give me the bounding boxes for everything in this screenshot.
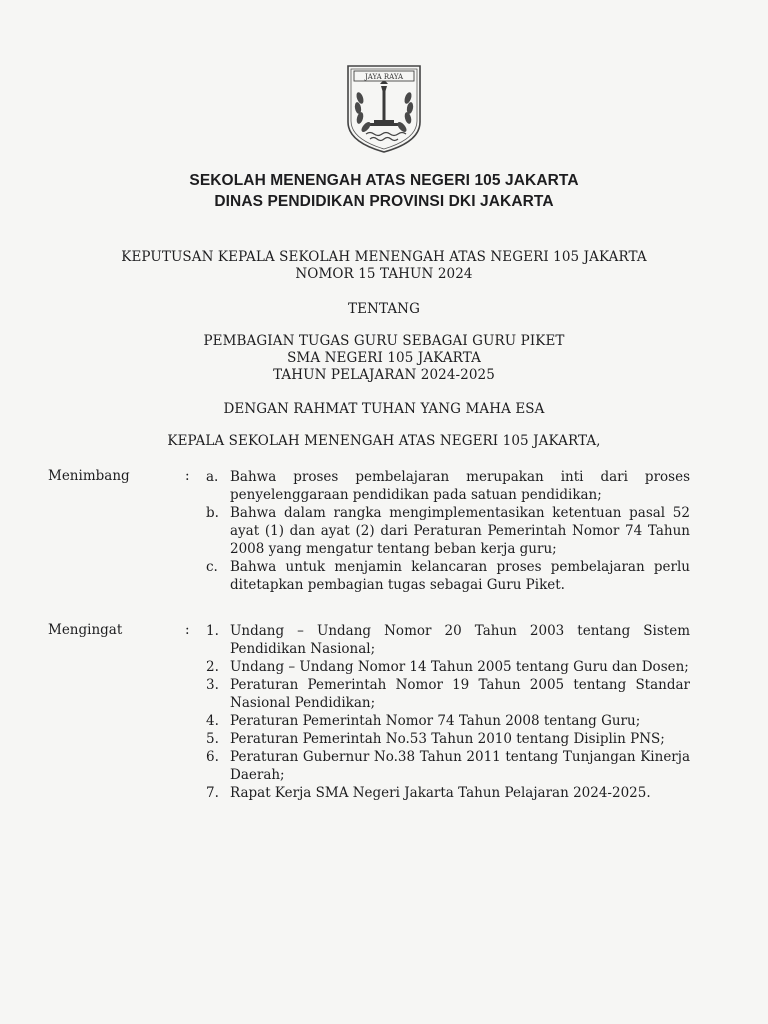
decree-subject-3: TAHUN PELAJARAN 2024-2025 [273, 367, 495, 383]
decree-about: TENTANG [348, 301, 420, 317]
menimbang-list [206, 468, 690, 594]
list-item: 3. Peraturan Pemerintah Nomor 19 Tahun 2005 tentang Standar Nasional Pendidikan; [206, 677, 690, 711]
menimbang-colon: : [185, 468, 190, 484]
list-item: 5. Peraturan Pemerintah No.53 Tahun 2010 tentang Disiplin PNS; [206, 731, 665, 747]
list-item: c. Bahwa untuk menjamin kelancaran proses pembelajaran perlu ditetapkan pembagian tugas sebagai Guru Piket. [206, 559, 690, 593]
department-name: DINAS PENDIDIKAN PROVINSI DKI JAKARTA [214, 193, 554, 210]
list-item: 2. Undang – Undang Nomor 14 Tahun 2005 tentang Guru dan Dosen; [206, 659, 689, 675]
decree-subject-2: SMA NEGERI 105 JAKARTA [287, 350, 481, 366]
list-item: 6. Peraturan Gubernur No.38 Tahun 2011 tentang Tunjangan Kinerja Daerah; [206, 749, 690, 783]
list-item: 7. Rapat Kerja SMA Negeri Jakarta Tahun Pelajaran 2024-2025. [206, 785, 651, 801]
mengingat-colon: : [185, 622, 190, 638]
list-item: 4. Peraturan Pemerintah Nomor 74 Tahun 2008 tentang Guru; [206, 713, 641, 729]
menimbang-label: Menimbang [48, 468, 130, 484]
list-item: a. Bahwa proses pembelajaran merupakan inti dari proses penyelenggaraan pendidikan pada satuan pendidikan; [206, 469, 690, 503]
decree-blessing: DENGAN RAHMAT TUHAN YANG MAHA ESA [223, 401, 545, 417]
decree-title: KEPUTUSAN KEPALA SEKOLAH MENENGAH ATAS NEGERI 105 JAKARTA [121, 249, 647, 265]
decree-number: NOMOR 15 TAHUN 2024 [295, 266, 473, 282]
list-item: 1. Undang – Undang Nomor 20 Tahun 2003 tentang Sistem Pendidikan Nasional; [206, 623, 690, 657]
list-item: b. Bahwa dalam rangka mengimplementasikan ketentuan pasal 52 ayat (1) dan ayat (2) dari Peraturan Pemerintah Nomor 74 Tahun 2008 yang mengatur tentang beban kerja guru; [206, 505, 690, 557]
emblem-motto: JAYA RAYA [364, 73, 404, 81]
school-name: SEKOLAH MENENGAH ATAS NEGERI 105 JAKARTA [189, 172, 579, 189]
decree-authority: KEPALA SEKOLAH MENENGAH ATAS NEGERI 105 JAKARTA, [167, 433, 601, 449]
decree-subject-1: PEMBAGIAN TUGAS GURU SEBAGAI GURU PIKET [203, 333, 565, 349]
mengingat-list [206, 622, 690, 802]
mengingat-label: Mengingat [48, 622, 123, 638]
jakarta-emblem-icon [344, 64, 424, 154]
